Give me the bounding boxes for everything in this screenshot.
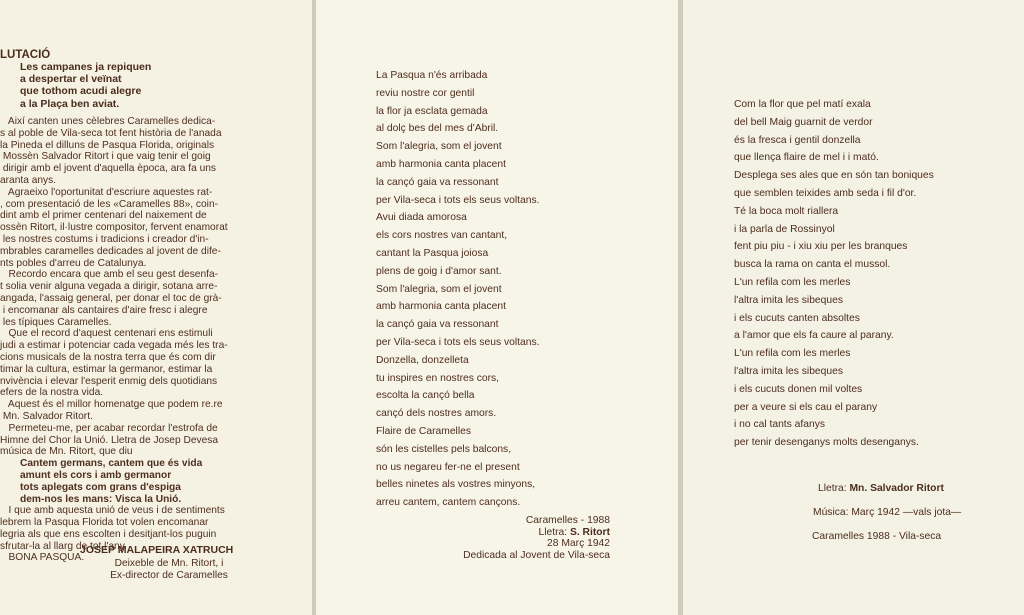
left-hymn-verse	[0, 458, 310, 505]
text-line: la cançó gaia va ressonant	[376, 319, 499, 331]
text-line: Som l'alegria, som el jovent	[376, 283, 502, 295]
text-line: legria als que ens escolten i desitjant-los puguin	[0, 528, 217, 540]
text-line: dint amb el primer centenari del naixement de	[0, 210, 207, 222]
text-line: nvivència i elevar l'esperit enmig dels quotidians	[0, 375, 218, 387]
verse-line: Les campanes ja repiquen	[20, 61, 152, 73]
text-line: Que el record d'aquest centenari ens estimuli	[0, 328, 213, 340]
text-line: és la fresca i gentil donzella	[734, 134, 861, 146]
left-title: LUTACIÓ	[0, 49, 51, 61]
text-line: nts pobles d'arreu de Catalunya.	[0, 257, 147, 269]
text-line: BONA PASQUA.	[0, 552, 85, 564]
verse-line: que tothom acudi alegre	[20, 85, 142, 98]
text-line: Mn. Salvador Ritort.	[0, 410, 93, 422]
text-line: Recordo encara que amb el seu gest desenfa-	[0, 269, 219, 281]
text-line: busca la rama on canta el mussol.	[734, 259, 891, 271]
text-line: la flor ja esclata gemada	[376, 105, 488, 117]
lyrics-label: Lletra:	[818, 483, 850, 494]
text-line: L'un refila com les merles	[734, 348, 851, 360]
text-line: angada, l'assaig general, per donar el toc de grà-	[0, 292, 222, 304]
text-line: reviu nostre cor gentil	[376, 87, 475, 99]
credit-lyrics-label: Lletra:	[538, 526, 570, 538]
text-line: Permeteu-me, per acabar recordar l'estrofa de	[0, 422, 218, 434]
text-line: ossèn Ritort, il·lustre compositor, fervent enamorat	[0, 222, 228, 234]
text-line: no us negareu fer-ne el present	[376, 461, 520, 473]
text-line: al dolç bes del mes d'Abril.	[376, 123, 499, 135]
verse-line: a la Plaça ben aviat.	[20, 97, 120, 110]
text-line: Donzella, donzelleta	[376, 354, 469, 366]
text-line: dirigir amb el jovent d'aquella època, ara fa uns	[0, 163, 217, 175]
text-line: efers de la nostra vida.	[0, 387, 104, 399]
text-line: del bell Maig guarnit de verdor	[734, 116, 873, 128]
text-line: mbrables caramelles dedicades al jovent de dife-	[0, 245, 221, 257]
text-line: Som l'alegria, som el jovent	[376, 141, 502, 153]
text-line: arreu cantem, cantem cançons.	[376, 497, 521, 509]
text-line: Avui diada amorosa	[376, 212, 467, 224]
text-line: lebrem la Pasqua Florida tot volen encomanar	[0, 517, 209, 529]
text-line: I que amb aquesta unió de veus i de sentiments	[0, 505, 225, 517]
text-line: cantant la Pasqua joiosa	[376, 247, 489, 259]
text-line: Aquest és el millor homenatge que podem re.re	[0, 399, 223, 411]
text-line: escolta la cançó bella	[376, 390, 475, 402]
text-line: són les cistelles pels balcons,	[376, 443, 512, 455]
signature-role	[94, 558, 244, 582]
credit-lyrics-author: S. Ritort	[569, 526, 610, 538]
left-opening-verse	[20, 61, 151, 110]
text-line: l'altra imita les sibeques	[734, 365, 843, 377]
credit-date: 28 Març 1942	[547, 538, 610, 549]
signature-name: JOSEP MALAPEIRA XATRUCH	[80, 544, 234, 556]
text-line: els cors nostres van cantant,	[376, 230, 508, 242]
text-line: per Vila-seca i tots els seus voltans.	[376, 194, 540, 206]
text-line: amunt els cors i amb germanor	[20, 469, 172, 481]
text-line: les típiques Caramelles.	[0, 316, 112, 328]
text-line: amb harmonia canta placent	[376, 158, 506, 170]
text-line: que semblen teixides amb seda i fil d'or.	[734, 187, 917, 199]
text-line: cançó dels nostres amors.	[376, 408, 497, 420]
text-line: i els cucuts canten absoltes	[734, 312, 860, 324]
text-line: la Pineda el dilluns de Pasqua Florida, originals	[0, 139, 215, 151]
text-line: amb harmonia canta placent	[376, 301, 506, 313]
text-line: i encomanar als cantaires d'aire fresc i alegre	[0, 304, 208, 316]
right-music-credit: Música: Març 1942 —vals jota—	[813, 507, 962, 518]
text-line: belles ninetes als vostres minyons,	[376, 479, 536, 491]
text-line: tu inspires en nostres cors,	[376, 372, 500, 384]
text-line: Desplega ses ales que en són tan boniques	[734, 170, 934, 182]
text-line: que llença flaire de mel i i mató.	[734, 152, 879, 164]
middle-credits	[440, 515, 610, 561]
credit-dedication: Dedicada al Jovent de Vila-seca	[463, 549, 610, 561]
text-line: Flaire de Caramelles	[376, 425, 471, 437]
text-line: Mossèn Salvador Ritort i que vaig tenir el goig	[0, 151, 211, 163]
text-line: Cantem germans, cantem que és vida	[20, 458, 203, 470]
text-line: per Vila-seca i tots els seus voltans.	[376, 336, 540, 348]
text-line: per tenir desenganys molts desenganys.	[734, 437, 919, 449]
credit-lyrics	[440, 527, 610, 539]
credit-event: Caramelles - 1988	[525, 515, 610, 526]
right-poem	[734, 96, 934, 452]
right-place-credit: Caramelles 1988 - Vila-seca	[812, 531, 942, 542]
text-line: i els cucuts donen mil voltes	[734, 383, 863, 395]
right-lyrics-credit	[818, 483, 944, 494]
text-line: judi a estimar i potenciar cada vegada més les tra-	[0, 340, 228, 352]
text-line: i la parla de Rossinyol	[734, 223, 835, 235]
text-line: Agraeixo l'oportunitat d'escriure aquestes rat-	[0, 186, 213, 198]
left-body-text	[0, 116, 310, 564]
signature-line: Deixeble de Mn. Ritort, i	[114, 558, 224, 569]
text-line: a l'amor que els fa caure al parany.	[734, 330, 894, 342]
text-line: cions musicals de la nostra terra que és com dir	[0, 351, 216, 363]
text-line: t solia venir alguna vegada a dirigir, sotana arre-	[0, 281, 218, 293]
text-line: sfrutar-la al llarg de tot l'any.	[0, 540, 127, 552]
text-line: Himne del Chor la Unió. Lletra de Josep Devesa	[0, 434, 219, 446]
middle-poem	[376, 67, 540, 512]
text-line: Així canten unes cèlebres Caramelles dedica-	[0, 116, 216, 127]
text-line: música de Mn. Ritort, que diu	[0, 446, 133, 458]
text-line: Com la flor que pel matí exala	[734, 99, 871, 110]
text-line: fent piu piu - i xiu xiu per les branques	[734, 241, 908, 253]
lyrics-author: Mn. Salvador Ritort	[849, 483, 944, 494]
text-line: dem-nos les mans: Visca la Unió.	[20, 493, 182, 505]
signature-line: Ex-director de Caramelles	[110, 570, 228, 581]
verse-line: a despertar el veïnat	[20, 73, 122, 86]
text-line: s al poble de Vila-seca tot fent història de l'anada	[0, 127, 222, 139]
text-line: aranta anys.	[0, 174, 57, 186]
text-line: Té la boca molt riallera	[734, 205, 839, 217]
text-line: , com presentació de les «Caramelles 88», coin-	[0, 198, 219, 210]
text-line: plens de goig i d'amor sant.	[376, 265, 502, 277]
text-line: l'altra imita les sibeques	[734, 294, 843, 306]
text-line: timar la cultura, estimar la germanor, estimar la	[0, 363, 213, 375]
text-line: tots aplegats com grans d'espiga	[20, 481, 181, 493]
text-line: per a veure si els cau el parany	[734, 401, 878, 413]
text-line: L'un refila com les merles	[734, 276, 851, 288]
text-line: i no cal tants afanys	[734, 419, 826, 431]
text-line: La Pasqua n'és arribada	[376, 70, 488, 81]
text-line: la cançó gaia va ressonant	[376, 176, 499, 188]
text-line: les nostres costums i tradicions i creador d'in-	[0, 233, 209, 245]
